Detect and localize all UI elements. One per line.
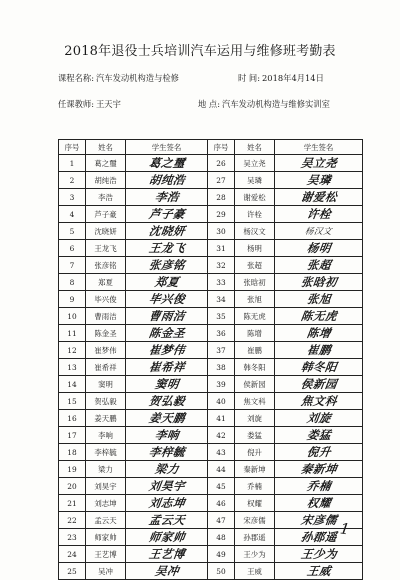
handwritten-signature: 窦明	[153, 377, 180, 391]
signature-cell-left	[126, 512, 208, 529]
student-name-right: 张超	[235, 257, 275, 274]
signature-cell-left	[126, 274, 208, 291]
signature-cell-left	[126, 206, 208, 223]
handwritten-signature: 孙郡遥	[299, 530, 338, 544]
student-name-right: 陈增	[235, 325, 275, 342]
signature-cell-right	[275, 325, 363, 342]
signature-cell-right	[275, 444, 363, 461]
signature-cell-left	[126, 410, 208, 427]
table-header-row	[59, 140, 363, 155]
signature-cell-right	[275, 461, 363, 478]
signature-cell-right	[275, 563, 363, 580]
handwritten-signature: 倪升	[305, 445, 332, 459]
handwritten-signature: 孟云天	[147, 513, 186, 527]
signature-cell-left	[126, 308, 208, 325]
row-number-left: 8	[59, 274, 86, 291]
signature-cell-left	[126, 240, 208, 257]
location-value: 汽车发动机构造与维修实训室	[222, 99, 330, 109]
teacher-info	[58, 98, 121, 110]
row-number-right: 30	[208, 223, 235, 240]
handwritten-signature: 许栓	[305, 207, 332, 221]
signature-cell-left	[126, 563, 208, 580]
student-name-left: 崔梦伟	[86, 342, 126, 359]
signature-cell-left	[126, 546, 208, 563]
table-row	[59, 444, 363, 461]
handwritten-signature: 吴立尧	[299, 156, 338, 170]
handwritten-signature: 张晗初	[299, 275, 338, 289]
signature-cell-right	[275, 206, 363, 223]
signature-cell-right	[275, 546, 363, 563]
header-name-left: 姓名	[86, 140, 126, 155]
table-row	[59, 546, 363, 563]
table-row	[59, 529, 363, 546]
signature-cell-left	[126, 223, 208, 240]
student-name-left: 吴冲	[86, 563, 126, 580]
table-row	[59, 206, 363, 223]
handwritten-signature: 刘昊宇	[147, 479, 186, 493]
table-row	[59, 495, 363, 512]
header-signature-left: 学生签名	[126, 140, 208, 155]
handwritten-signature: 刘旋	[305, 411, 332, 425]
signature-cell-right	[275, 427, 363, 444]
handwritten-signature: 杨汉文	[304, 227, 333, 237]
header-number-right: 序号	[208, 140, 235, 155]
student-name-right: 陈无虎	[235, 308, 275, 325]
handwritten-signature: 权耀	[305, 496, 332, 510]
row-number-right: 43	[208, 444, 235, 461]
table-row	[59, 257, 363, 274]
handwritten-signature: 娄猛	[305, 428, 332, 442]
handwritten-signature: 陈无虎	[299, 309, 338, 323]
signature-cell-left	[126, 376, 208, 393]
signature-cell-left	[126, 393, 208, 410]
student-name-right: 宋彦儒	[235, 512, 275, 529]
signature-cell-left	[126, 461, 208, 478]
signature-cell-right	[275, 342, 363, 359]
row-number-left: 24	[59, 546, 86, 563]
table-row	[59, 291, 363, 308]
handwritten-signature: 曹雨洁	[147, 309, 186, 323]
header-signature-right: 学生签名	[275, 140, 363, 155]
row-number-left: 14	[59, 376, 86, 393]
row-number-right: 29	[208, 206, 235, 223]
row-number-left: 3	[59, 189, 86, 206]
signature-cell-right	[275, 274, 363, 291]
handwritten-signature: 李响	[153, 428, 180, 442]
student-name-left: 窦明	[86, 376, 126, 393]
row-number-left: 5	[59, 223, 86, 240]
handwritten-signature: 葛之璽	[147, 156, 186, 170]
student-name-right: 吴立尧	[235, 155, 275, 172]
handwritten-signature: 胡纯浩	[147, 173, 186, 187]
handwritten-signature: 王威	[305, 564, 332, 578]
attendance-table	[58, 139, 363, 580]
student-name-right: 许栓	[235, 206, 275, 223]
student-name-right: 乔楠	[235, 478, 275, 495]
student-name-left: 刘昊宇	[86, 478, 126, 495]
row-number-left: 22	[59, 512, 86, 529]
row-number-right: 26	[208, 155, 235, 172]
page-mark: 1	[338, 519, 351, 539]
handwritten-signature: 李梓毓	[147, 445, 186, 459]
row-number-left: 17	[59, 427, 86, 444]
time-info	[238, 72, 324, 84]
handwritten-signature: 李浩	[153, 190, 180, 204]
signature-cell-right	[275, 376, 363, 393]
time-value: 2018年4月14日	[262, 73, 324, 83]
teacher-label: 任课教师:	[58, 99, 94, 109]
student-name-right: 张晗初	[235, 274, 275, 291]
row-number-left: 23	[59, 529, 86, 546]
student-name-left: 曹雨洁	[86, 308, 126, 325]
table-row	[59, 223, 363, 240]
handwritten-signature: 王少为	[299, 547, 338, 561]
teacher-value: 王天宇	[95, 99, 121, 109]
student-name-left: 孟云天	[86, 512, 126, 529]
handwritten-signature: 宋彦儒	[299, 513, 338, 527]
signature-cell-left	[126, 291, 208, 308]
row-number-left: 1	[59, 155, 86, 172]
page-title: 2018年退役士兵培训汽车运用与维修班考勤表	[64, 44, 336, 59]
student-name-left: 芦子豪	[86, 206, 126, 223]
row-number-right: 49	[208, 546, 235, 563]
row-number-right: 47	[208, 512, 235, 529]
row-number-left: 2	[59, 172, 86, 189]
row-number-left: 16	[59, 410, 86, 427]
signature-cell-right	[275, 291, 363, 308]
signature-cell-left	[126, 172, 208, 189]
student-name-right: 刘旋	[235, 410, 275, 427]
table-row	[59, 189, 363, 206]
signature-cell-right	[275, 359, 363, 376]
student-name-left: 李浩	[86, 189, 126, 206]
handwritten-signature: 侯新园	[299, 377, 338, 391]
signature-cell-left	[126, 478, 208, 495]
header-number-left: 序号	[59, 140, 86, 155]
signature-cell-left	[126, 325, 208, 342]
signature-cell-left	[126, 257, 208, 274]
row-number-left: 10	[59, 308, 86, 325]
student-name-right: 王威	[235, 563, 275, 580]
signature-cell-right	[275, 189, 363, 206]
signature-cell-left	[126, 444, 208, 461]
student-name-left: 郑夏	[86, 274, 126, 291]
student-name-left: 李响	[86, 427, 126, 444]
row-number-left: 11	[59, 325, 86, 342]
student-name-right: 孙郡遥	[235, 529, 275, 546]
row-number-right: 33	[208, 274, 235, 291]
handwritten-signature: 梁力	[153, 462, 180, 476]
handwritten-signature: 王艺博	[147, 547, 186, 561]
row-number-right: 32	[208, 257, 235, 274]
handwritten-signature: 毕兴俊	[147, 292, 186, 306]
signature-cell-right	[275, 240, 363, 257]
handwritten-signature: 芦子豪	[147, 207, 186, 221]
row-number-right: 34	[208, 291, 235, 308]
student-name-left: 葛之璽	[86, 155, 126, 172]
handwritten-signature: 乔楠	[305, 479, 332, 493]
row-number-left: 13	[59, 359, 86, 376]
signature-cell-right	[275, 410, 363, 427]
signature-cell-left	[126, 359, 208, 376]
student-name-right: 杨明	[235, 240, 275, 257]
signature-cell-right	[275, 495, 363, 512]
signature-cell-left	[126, 427, 208, 444]
row-number-left: 12	[59, 342, 86, 359]
row-number-right: 44	[208, 461, 235, 478]
handwritten-signature: 崔希祥	[147, 360, 186, 374]
header-name-right: 姓名	[235, 140, 275, 155]
handwritten-signature: 吴璘	[305, 173, 332, 187]
row-number-right: 42	[208, 427, 235, 444]
table-row	[59, 274, 363, 291]
signature-cell-left	[126, 342, 208, 359]
table-row	[59, 308, 363, 325]
table-row	[59, 563, 363, 580]
student-name-right: 娄猛	[235, 427, 275, 444]
student-name-right: 杨汉文	[235, 223, 275, 240]
table-row	[59, 376, 363, 393]
handwritten-signature: 崔梦伟	[147, 343, 186, 357]
student-name-right: 崔鹏	[235, 342, 275, 359]
handwritten-signature: 杨明	[305, 241, 332, 255]
row-number-left: 19	[59, 461, 86, 478]
table-row	[59, 461, 363, 478]
signature-cell-right	[275, 223, 363, 240]
row-number-right: 39	[208, 376, 235, 393]
row-number-right: 28	[208, 189, 235, 206]
course-value: 汽车发动机构造与检修	[95, 73, 179, 83]
table-row	[59, 427, 363, 444]
student-name-left: 张彦铭	[86, 257, 126, 274]
handwritten-signature: 谢爱松	[299, 190, 338, 204]
handwritten-signature: 张旭	[305, 292, 332, 306]
row-number-right: 31	[208, 240, 235, 257]
row-number-right: 45	[208, 478, 235, 495]
student-name-left: 王艺博	[86, 546, 126, 563]
row-number-right: 50	[208, 563, 235, 580]
student-name-left: 贺弘毅	[86, 393, 126, 410]
row-number-right: 46	[208, 495, 235, 512]
row-number-left: 18	[59, 444, 86, 461]
handwritten-signature: 吴冲	[153, 564, 180, 578]
student-name-right: 秦新坤	[235, 461, 275, 478]
student-name-right: 张旭	[235, 291, 275, 308]
handwritten-signature: 姜天鹏	[147, 411, 186, 425]
table-row	[59, 342, 363, 359]
row-number-left: 7	[59, 257, 86, 274]
table-row	[59, 359, 363, 376]
signature-cell-right	[275, 172, 363, 189]
signature-cell-right	[275, 478, 363, 495]
signature-cell-left	[126, 155, 208, 172]
student-name-right: 权耀	[235, 495, 275, 512]
handwritten-signature: 韩冬阳	[299, 360, 338, 374]
row-number-left: 20	[59, 478, 86, 495]
table-row	[59, 410, 363, 427]
handwritten-signature: 秦新坤	[299, 462, 338, 476]
handwritten-signature: 沈晓妍	[147, 224, 186, 238]
handwritten-signature: 郑夏	[153, 275, 180, 289]
student-name-left: 崔希祥	[86, 359, 126, 376]
row-number-left: 21	[59, 495, 86, 512]
table-row	[59, 393, 363, 410]
student-name-right: 倪升	[235, 444, 275, 461]
handwritten-signature: 刘志坤	[147, 496, 186, 510]
handwritten-signature: 张超	[305, 258, 332, 272]
row-number-left: 25	[59, 563, 86, 580]
handwritten-signature: 崔鹏	[305, 343, 332, 357]
handwritten-signature: 张彦铭	[147, 258, 186, 272]
student-name-right: 焦文科	[235, 393, 275, 410]
row-number-right: 38	[208, 359, 235, 376]
signature-cell-right	[275, 257, 363, 274]
table-row	[59, 240, 363, 257]
table-row	[59, 172, 363, 189]
row-number-right: 35	[208, 308, 235, 325]
student-name-left: 沈晓妍	[86, 223, 126, 240]
row-number-right: 36	[208, 325, 235, 342]
handwritten-signature: 贺弘毅	[147, 394, 186, 408]
row-number-left: 4	[59, 206, 86, 223]
handwritten-signature: 陈增	[305, 326, 332, 340]
signature-cell-left	[126, 495, 208, 512]
student-name-left: 毕兴俊	[86, 291, 126, 308]
table-row	[59, 325, 363, 342]
student-name-left: 胡纯浩	[86, 172, 126, 189]
student-name-right: 王少为	[235, 546, 275, 563]
course-label: 课程名称:	[58, 73, 94, 83]
row-number-right: 48	[208, 529, 235, 546]
student-name-right: 吴璘	[235, 172, 275, 189]
student-name-right: 谢爱松	[235, 189, 275, 206]
student-name-left: 李梓毓	[86, 444, 126, 461]
row-number-right: 41	[208, 410, 235, 427]
handwritten-signature: 王龙飞	[147, 241, 186, 255]
student-name-left: 陈金圣	[86, 325, 126, 342]
row-number-right: 37	[208, 342, 235, 359]
table-row	[59, 512, 363, 529]
student-name-left: 王龙飞	[86, 240, 126, 257]
course-info	[58, 72, 179, 84]
handwritten-signature: 师家帅	[147, 530, 186, 544]
student-name-left: 刘志坤	[86, 495, 126, 512]
table-row	[59, 155, 363, 172]
row-number-right: 40	[208, 393, 235, 410]
signature-cell-right	[275, 308, 363, 325]
location-info	[198, 98, 330, 110]
handwritten-signature: 陈金圣	[147, 326, 186, 340]
signature-cell-right	[275, 155, 363, 172]
row-number-right: 27	[208, 172, 235, 189]
student-name-left: 师家帅	[86, 529, 126, 546]
time-label: 时 间:	[238, 73, 261, 83]
row-number-left: 6	[59, 240, 86, 257]
row-number-left: 9	[59, 291, 86, 308]
table-row	[59, 478, 363, 495]
handwritten-signature: 焦文科	[299, 394, 338, 408]
student-name-left: 梁力	[86, 461, 126, 478]
student-name-right: 韩冬阳	[235, 359, 275, 376]
signature-cell-right	[275, 393, 363, 410]
signature-cell-left	[126, 189, 208, 206]
signature-cell-left	[126, 529, 208, 546]
row-number-left: 15	[59, 393, 86, 410]
student-name-right: 侯新园	[235, 376, 275, 393]
location-label: 地 点:	[198, 99, 221, 109]
student-name-left: 姜天鹏	[86, 410, 126, 427]
